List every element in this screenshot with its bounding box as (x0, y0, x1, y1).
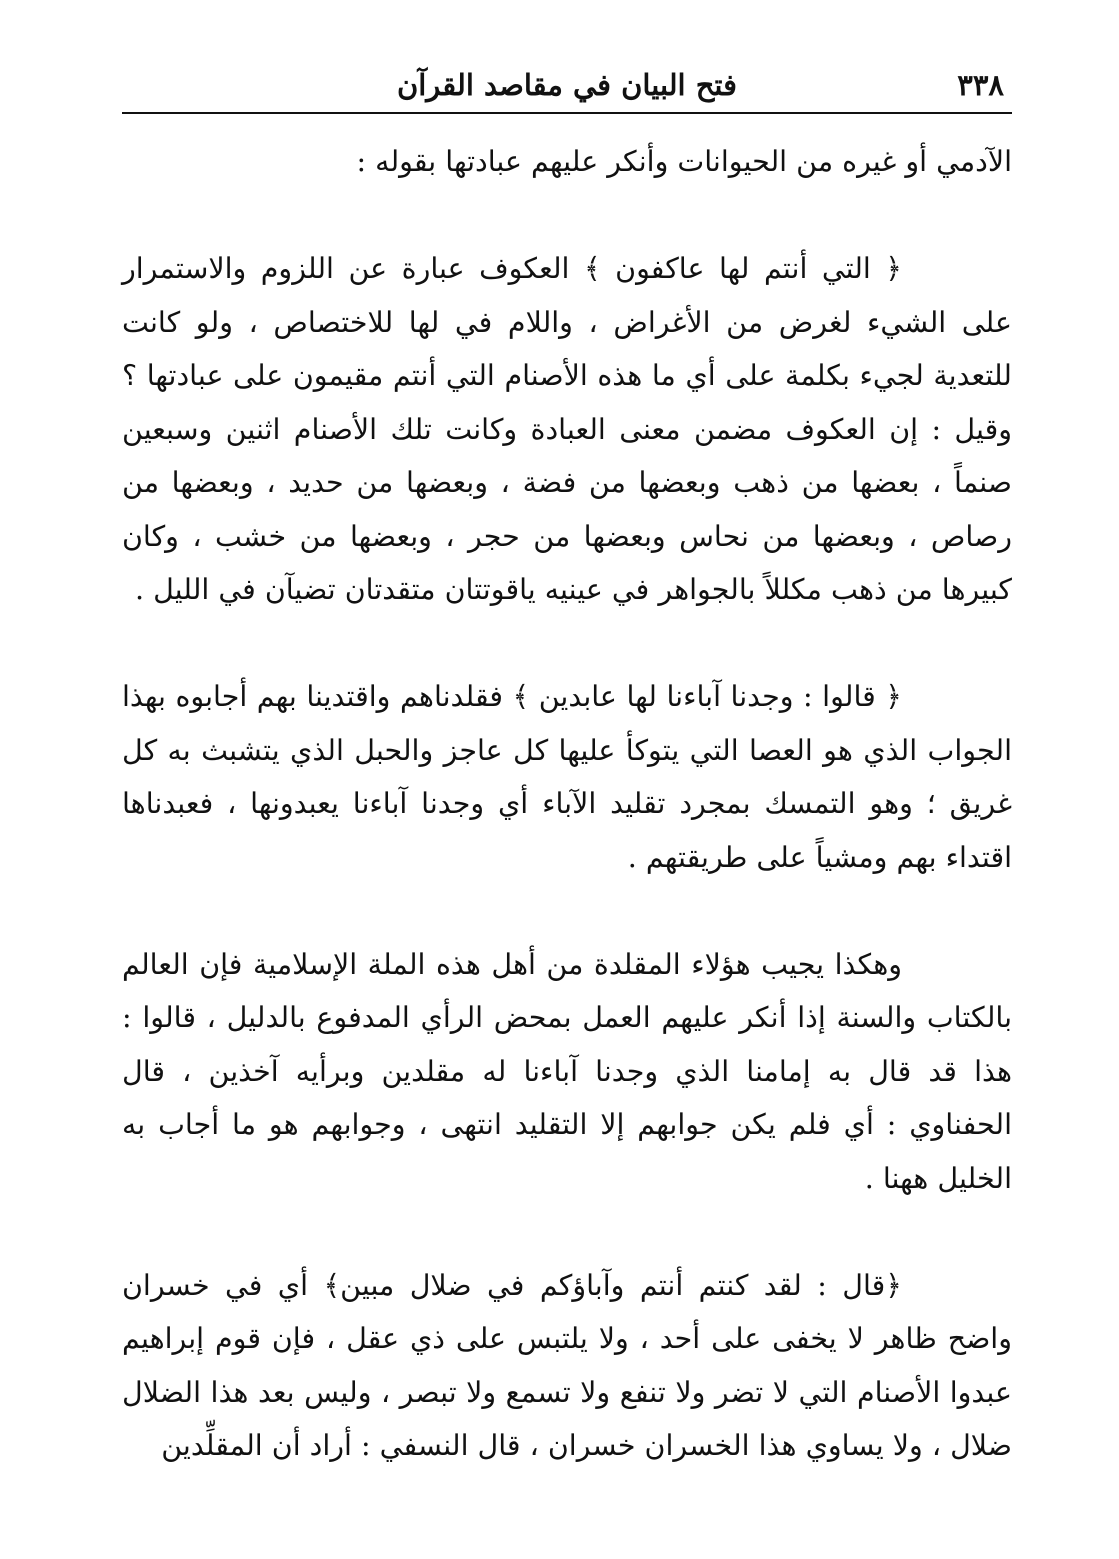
running-header (122, 62, 1012, 114)
paragraph-akifun: ﴿ التي أنتم لها عاكفون ﴾ العكوف عبارة عن اللزوم والاستمرار على الشيء لغرض من الأغراض ، واللام في لها للاختصاص ، ولو كانت للتعدية لجيء بكلمة على أي ما هذه الأصنام التي أنتم مقيمون على عبادتها ؟وقيل : إن العكوف مضمن معنى العبادة وكانت تلك الأصنام اثنين وسبعين صنماً ، بعضها من ذهب وبعضها من فضة ، وبعضها من حديد ، وبعضها من رصاص ، وبعضها من نحاس وبعضها من حجر ، وبعضها من خشب ، وكان كبيرها من ذهب مكللاً بالجواهر في عينيه ياقوتتان متقدتان تضيآن في الليل . (122, 252, 1012, 606)
book-title: فتح البيان في مقاصد القرآن (396, 68, 738, 102)
paragraph-abidin: ﴿ قالوا : وجدنا آباءنا لها عابدين ﴾ فقلدناهم واقتدينا بهم أجابوه بهذا الجواب الذي هو العصا التي يتوكأ عليها كل عاجز والحبل الذي يتشبث به كل غريق ؛ وهو التمسك بمجرد تقليد الآباء أي وجدنا آباءنا يعبدونها ، فعبدناها اقتداء بهم ومشياً على طريقتهم . (122, 680, 1012, 874)
body-text (122, 135, 1012, 1473)
page-number: ٣٣٨ (957, 68, 1004, 102)
paragraph-gap (122, 189, 1012, 243)
paragraph-gap (122, 884, 1012, 938)
paragraph-continuation: الآدمي أو غيره من الحيوانات وأنكر عليهم عبادتها بقوله : (356, 145, 1012, 178)
paragraph-gap (122, 1205, 1012, 1259)
paragraph-dalal: ﴿قال : لقد كنتم أنتم وآباؤكم في ضلال مبين﴾ أي في خسران واضح ظاهر لا يخفى على أحد ، ولا يلتبس على ذي عقل ، فإن قوم إبراهيم عبدوا الأصنام التي لا تضر ولا تنفع ولا تسمع ولا تبصر ، وليس بعد هذا الضلال ضلال ، ولا يساوي هذا الخسران خسران ، قال النسفي : أراد أن المقلِّدين (122, 1268, 1012, 1462)
paragraph-gap (122, 617, 1012, 671)
paragraph-muqallida: وهكذا يجيب هؤلاء المقلدة من أهل هذه الملة الإسلامية فإن العالم بالكتاب والسنة إذا أنكر عليهم العمل بمحض الرأي المدفوع بالدليل ، قالوا : هذا قد قال به إمامنا الذي وجدنا آباءنا له مقلدين وبرأيه آخذين ، قال الحفناوي : أي فلم يكن جوابهم إلا التقليد انتهى ، وجوابهم هو ما أجاب به الخليل ههنا . (122, 947, 1012, 1195)
